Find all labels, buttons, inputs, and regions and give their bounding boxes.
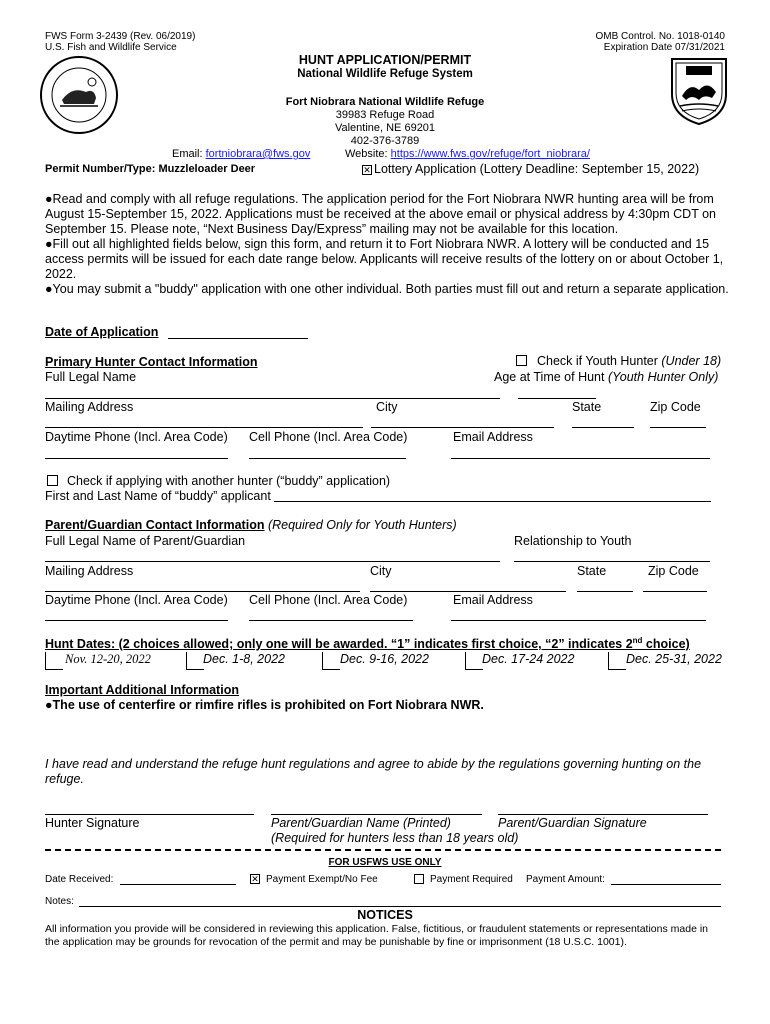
- guardian-name-label: Full Legal Name of Parent/Guardian: [45, 534, 246, 548]
- notices-heading: NOTICES: [357, 908, 413, 922]
- important-info-text: ●The use of centerfire or rimfire rifles is prohibited on Fort Niobrara NWR.: [45, 698, 484, 712]
- guardian-state-label: State: [577, 564, 607, 578]
- daytime-phone-label: Daytime Phone (Incl. Area Code): [45, 430, 228, 444]
- instruction-item: ●Read and comply with all refuge regulations. The application period for the Fort Niobrara NWR hunting area will be from August 15-September 15, 2022. Applications must be received at the above email or physical address by 4:30pm CDT on September 15. Please note, “Next Business Day/Express” mailing may not be available for this location.: [45, 192, 716, 236]
- cell-phone-field[interactable]: [249, 458, 406, 459]
- refuge-address-line1: 39983 Refuge Road: [335, 109, 435, 121]
- hunt-date-choice-box[interactable]: [186, 652, 204, 670]
- hunt-date-options: [45, 652, 735, 672]
- city-field[interactable]: [371, 427, 554, 428]
- payment-required-checkbox[interactable]: [414, 874, 424, 884]
- guardian-mailing-field[interactable]: [45, 591, 360, 592]
- payment-exempt-label: Payment Exempt/No Fee: [266, 874, 378, 885]
- guardian-requirement-note: (Required for hunters less than 18 years old): [271, 831, 519, 845]
- lottery-label: Lottery Application (Lottery Deadline: September 15, 2022): [374, 162, 700, 176]
- full-name-field[interactable]: [45, 398, 500, 399]
- guardian-cell-phone-field[interactable]: [249, 620, 413, 621]
- lottery-checkbox[interactable]: ✕: [363, 165, 371, 175]
- date-of-application-field[interactable]: [168, 338, 308, 339]
- email-label: Email:: [172, 148, 206, 160]
- guardian-cell-phone-label: Cell Phone (Incl. Area Code): [249, 593, 408, 607]
- buddy-name-field[interactable]: [274, 501, 711, 502]
- permit-value: Muzzleloader Deer: [158, 163, 256, 175]
- important-info-heading: Important Additional Information: [45, 683, 239, 697]
- guardian-printed-name-field[interactable]: [271, 814, 482, 815]
- mailing-address-field[interactable]: [45, 427, 363, 428]
- date-of-application-label: Date of Application: [45, 325, 159, 339]
- guardian-signature-field[interactable]: [498, 814, 708, 815]
- payment-amount-label: Payment Amount:: [526, 874, 605, 885]
- payment-exempt-checkbox[interactable]: ✕: [251, 874, 259, 884]
- hunt-date-choice-box[interactable]: [322, 652, 340, 670]
- hunt-date-option: Dec. 1-8, 2022: [203, 652, 285, 666]
- form-id: FWS Form 3-2439 (Rev. 06/2019): [45, 31, 196, 42]
- form-title: HUNT APPLICATION/PERMIT: [298, 53, 472, 67]
- notices-text: All information you provide will be considered in reviewing this application. False, fictitious, or fraudulent statements or representations made in the application may be grounds for revocation of the permit and may be punishable by fine or imprisonment (18 U.S.C. 1001).: [45, 923, 709, 948]
- guardian-signature-label: Parent/Guardian Signature: [498, 816, 647, 830]
- email-address-label: Email Address: [453, 430, 533, 444]
- website-label: Website:: [345, 148, 391, 160]
- city-label: City: [376, 400, 398, 414]
- mailing-address-label: Mailing Address: [45, 400, 134, 414]
- hunt-dates-heading: Hunt Dates: (2 choices allowed; only one will be awarded. “1” indicates first choice, “2” indicates 2nd choice): [45, 636, 690, 652]
- notes-field[interactable]: [79, 906, 721, 907]
- guardian-heading: Parent/Guardian Contact Information (Required Only for Youth Hunters): [45, 518, 457, 532]
- buddy-checkbox[interactable]: [47, 475, 58, 486]
- instructions: [45, 192, 735, 297]
- guardian-printed-name-label: Parent/Guardian Name (Printed): [271, 816, 451, 830]
- refuge-phone: 402-376-3789: [350, 135, 420, 147]
- hunt-date-choice-box[interactable]: [608, 652, 626, 670]
- guardian-mailing-label: Mailing Address: [45, 564, 134, 578]
- agreement-text: I have read and understand the refuge hunt regulations and agree to abide by the regulations governing hunting on the refuge.: [45, 757, 702, 786]
- guardian-state-field[interactable]: [577, 591, 633, 592]
- permit-label: Permit Number/Type:: [45, 163, 156, 175]
- guardian-email-label: Email Address: [453, 593, 533, 607]
- relationship-label: Relationship to Youth: [514, 534, 632, 548]
- guardian-email-field[interactable]: [451, 620, 706, 621]
- age-field[interactable]: [518, 398, 596, 399]
- hunt-date-choice-box[interactable]: [45, 652, 63, 670]
- age-label: Age at Time of Hunt (Youth Hunter Only): [494, 370, 719, 384]
- guardian-city-label: City: [370, 564, 392, 578]
- hunt-date-option: Dec. 17-24 2022: [482, 652, 575, 666]
- zip-code-label: Zip Code: [650, 400, 701, 414]
- daytime-phone-field[interactable]: [45, 458, 228, 459]
- omb-number: OMB Control. No. 1018-0140: [595, 31, 725, 42]
- primary-hunter-heading: Primary Hunter Contact Information: [45, 355, 258, 369]
- payment-amount-field[interactable]: [611, 884, 721, 885]
- office-use-heading: FOR USFWS USE ONLY: [328, 857, 442, 868]
- instruction-item: ●Fill out all highlighted fields below, sign this form, and return it to Fort Niobrara NWR. A lottery will be conducted and 15 access permits will be issued for each date range below. Applicants will receive results of the lottery on or about October 1, 2022.: [45, 237, 724, 281]
- agency-name: U.S. Fish and Wildlife Service: [45, 42, 177, 53]
- refuge-website: [345, 148, 590, 160]
- guardian-name-field[interactable]: [45, 561, 500, 562]
- permit-type: [45, 163, 255, 175]
- email-link[interactable]: fortniobrara@fws.gov: [205, 148, 311, 160]
- state-field[interactable]: [572, 427, 634, 428]
- relationship-field[interactable]: [514, 561, 710, 562]
- office-use-divider: [45, 849, 721, 851]
- notes-label: Notes:: [45, 896, 74, 907]
- guardian-day-phone-field[interactable]: [45, 620, 228, 621]
- hunter-signature-field[interactable]: [45, 814, 254, 815]
- date-received-field[interactable]: [120, 884, 236, 885]
- guardian-zip-field[interactable]: [643, 591, 707, 592]
- hunt-date-option: Dec. 9-16, 2022: [340, 652, 429, 666]
- payment-required-label: Payment Required: [430, 874, 513, 885]
- expiration-date: Expiration Date 07/31/2021: [603, 42, 725, 53]
- state-label: State: [572, 400, 602, 414]
- cell-phone-label: Cell Phone (Incl. Area Code): [249, 430, 408, 444]
- date-received-label: Date Received:: [45, 874, 114, 885]
- refuge-address-line2: Valentine, NE 69201: [334, 122, 436, 134]
- zip-code-field[interactable]: [650, 427, 706, 428]
- youth-hunter-checkbox[interactable]: [516, 355, 527, 366]
- buddy-check-label: Check if applying with another hunter (“buddy” application): [67, 474, 391, 488]
- hunt-date-option: Dec. 25-31, 2022: [626, 652, 722, 666]
- hunter-signature-label: Hunter Signature: [45, 816, 140, 830]
- refuge-email: [172, 148, 310, 160]
- guardian-zip-label: Zip Code: [648, 564, 699, 578]
- buddy-name-label: First and Last Name of “buddy” applicant: [45, 489, 271, 503]
- form-subtitle: National Wildlife Refuge System: [297, 68, 473, 80]
- guardian-day-phone-label: Daytime Phone (Incl. Area Code): [45, 593, 228, 607]
- youth-hunter-label: Check if Youth Hunter (Under 18): [537, 354, 722, 368]
- hunt-date-option: Nov. 12-20, 2022: [65, 652, 151, 666]
- hunt-date-choice-box[interactable]: [465, 652, 483, 670]
- full-name-label: Full Legal Name: [45, 370, 137, 384]
- refuge-name: Fort Niobrara National Wildlife Refuge: [285, 96, 485, 108]
- guardian-city-field[interactable]: [370, 591, 566, 592]
- website-link[interactable]: https://www.fws.gov/refuge/fort_niobrara/: [390, 148, 590, 160]
- instruction-item: ●You may submit a "buddy" application with one other individual. Both parties must fill out and return a separate application.: [45, 282, 729, 296]
- email-address-field[interactable]: [451, 458, 710, 459]
